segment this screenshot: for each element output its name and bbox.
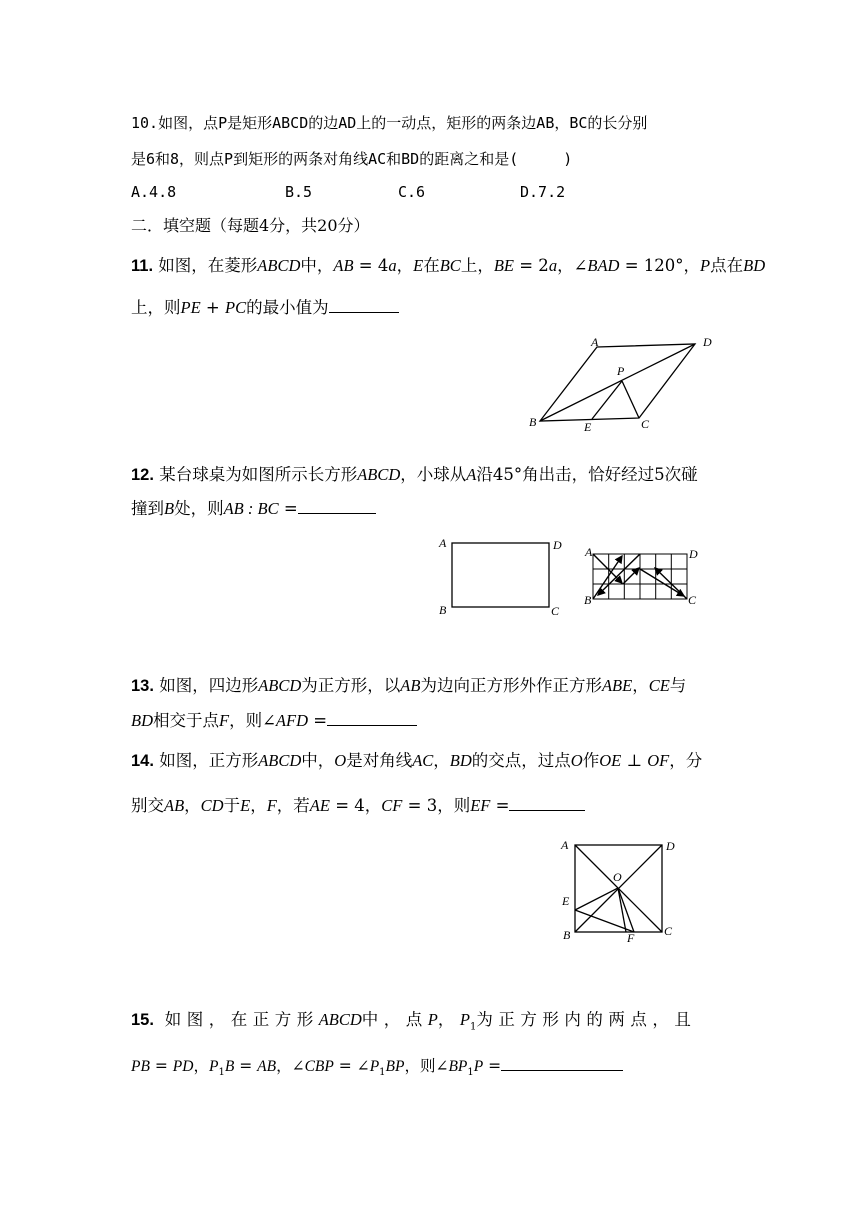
section-heading: 二．填空题（每题4分，共20分）	[131, 216, 370, 235]
answer-blank[interactable]	[501, 1056, 623, 1071]
question-number: 15.	[131, 1011, 154, 1029]
q14-line1: 14. 如图，正方形ABCD中，O是对角线AC，BD的交点，过点O作OE ⊥ OF，分	[131, 751, 703, 770]
label-P: P	[617, 364, 625, 378]
label-D: D	[703, 335, 712, 349]
label-D: D	[553, 538, 562, 552]
q10-option-c: C.6	[398, 183, 426, 201]
q12-rectangle-figure	[436, 535, 571, 620]
label-D: D	[666, 839, 675, 853]
question-number: 12.	[131, 466, 154, 484]
label-E: E	[562, 894, 570, 908]
q12-line1: 12. 某台球桌为如图所示长方形ABCD，小球从A沿45°角出击，恰好经过5次碰	[131, 465, 698, 484]
question-number: 14.	[131, 752, 154, 770]
q10-line2: 是6和8，则点P到矩形的两条对角线AC和BD的距离之和是( )	[131, 150, 573, 168]
q14-line2: 别交AB，CD于E，F，若AE = 4，CF = 3，则EF =	[131, 792, 585, 816]
q10-option-d: D.7.2	[520, 183, 566, 201]
label-O: O	[613, 870, 622, 884]
q13-line1: 13. 如图，四边形ABCD为正方形，以AB为边向正方形外作正方形ABE，CE与	[131, 676, 687, 695]
q14-square-figure	[558, 835, 688, 950]
q11-line1: 11. 如图，在菱形ABCD中，AB = 4a，E在BC上，BE = 2a，∠BAD = 120°，P点在BD	[131, 256, 766, 275]
label-A: A	[591, 335, 599, 349]
answer-blank[interactable]	[298, 499, 376, 514]
q10-option-a: A.4.8	[131, 183, 177, 201]
q12-line2: 撞到B处，则AB : BC =	[131, 495, 376, 519]
q10-option-b: B.5	[285, 183, 313, 201]
label-A: A	[561, 838, 569, 852]
q11-rhombus-figure	[525, 335, 725, 435]
label-C: C	[688, 593, 697, 607]
label-E: E	[584, 420, 592, 434]
label-B: B	[563, 928, 571, 942]
label-B: B	[439, 603, 447, 617]
q13-line2: BD相交于点F，则∠AFD =	[131, 707, 417, 731]
q15-line1: 15. 如图，在正方形ABCD中，点P，$P_1$为正方形内的两点，且	[131, 1010, 697, 1033]
label-F: F	[627, 931, 635, 945]
answer-blank[interactable]	[509, 796, 585, 811]
q10-line1: 10.如图，点P是矩形ABCD的边AD上的一动点，矩形的两条边AB，BC的长分别	[131, 114, 648, 132]
label-B: B	[529, 415, 537, 429]
label-C: C	[664, 924, 673, 938]
label-A: A	[439, 536, 447, 550]
label-A: A	[585, 545, 593, 559]
q11-line2: 上，则PE + PC的最小值为	[131, 294, 399, 318]
label-D: D	[689, 547, 698, 561]
question-number: 13.	[131, 677, 154, 695]
question-number: 11.	[131, 257, 154, 275]
label-C: C	[641, 417, 650, 431]
answer-blank[interactable]	[327, 711, 417, 726]
label-C: C	[551, 604, 560, 618]
answer-blank[interactable]	[329, 298, 399, 313]
q12-billiard-path-figure	[580, 542, 705, 612]
q15-line2: PB = PD，$P_1B$ = AB，∠CBP = $\angle P_1BP$，则$\angle BP_1P$ =	[131, 1054, 623, 1078]
label-B: B	[584, 593, 592, 607]
